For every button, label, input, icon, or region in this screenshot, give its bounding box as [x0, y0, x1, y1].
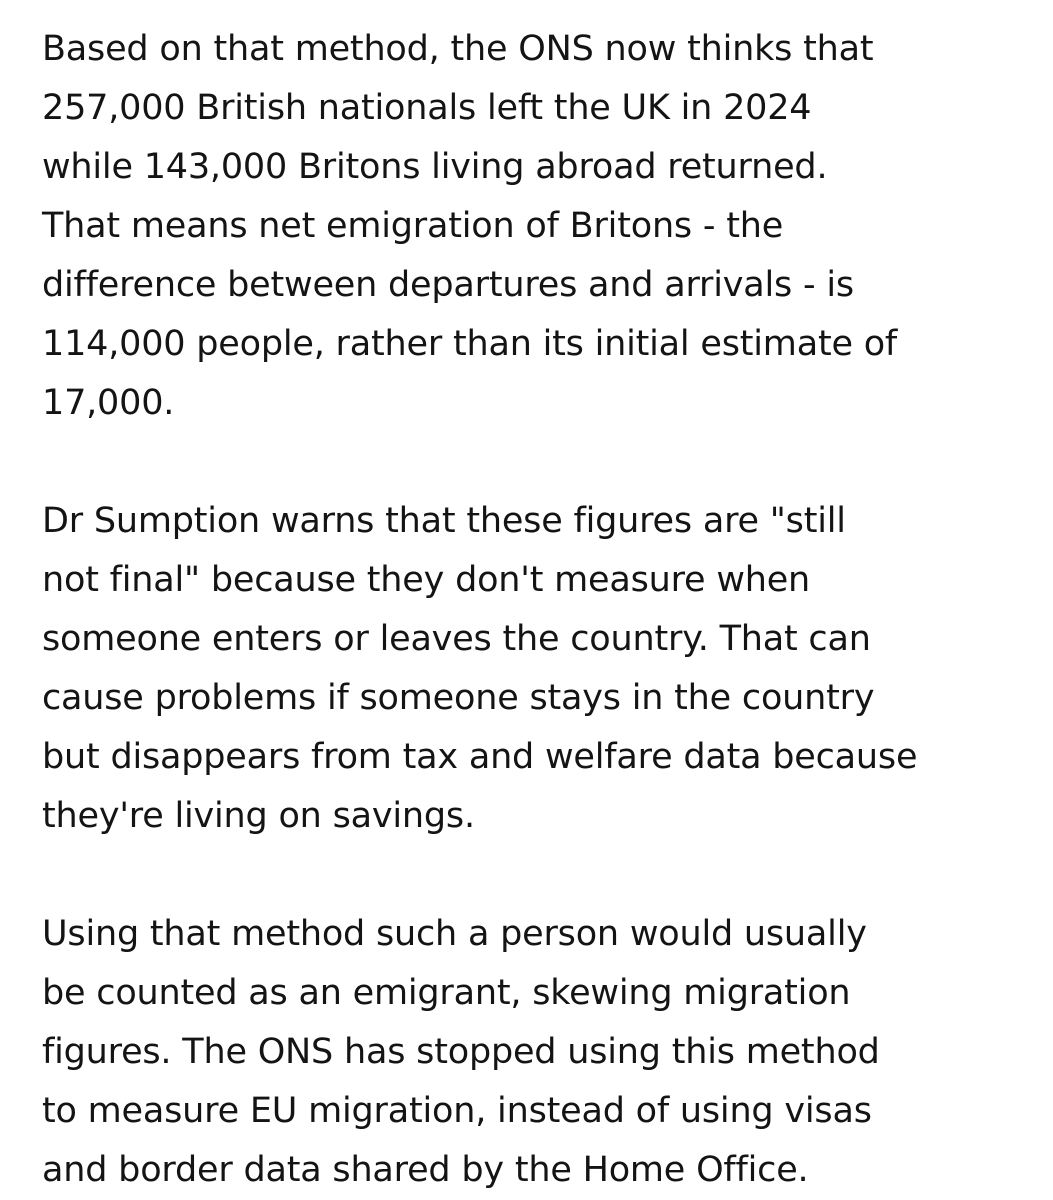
paragraph-spacer: [42, 846, 1011, 905]
paragraph-spacer: [42, 433, 1011, 492]
paragraph-ons-estimate: [42, 20, 1011, 433]
text-line: figures. The ONS has stopped using this method: [42, 1032, 880, 1072]
text-line: cause problems if someone stays in the country: [42, 678, 875, 718]
text-line: not final" because they don't measure when: [42, 560, 811, 600]
text-line: 114,000 people, rather than its initial estimate of: [42, 324, 898, 364]
text-line: and border data shared by the Home Office.: [42, 1150, 809, 1190]
text-line: 17,000.: [42, 383, 175, 423]
text-line: difference between departures and arrivals - is: [42, 265, 854, 305]
text-line: they're living on savings.: [42, 796, 475, 836]
text-line: That means net emigration of Britons - the: [42, 206, 784, 246]
text-line: Using that method such a person would usually: [42, 914, 867, 954]
paragraph-sumption-warning: [42, 492, 1011, 846]
text-line: to measure EU migration, instead of using visas: [42, 1091, 872, 1131]
text-line: Based on that method, the ONS now thinks that: [42, 29, 874, 69]
paragraph-method-change: [42, 905, 1011, 1200]
text-line: 257,000 British nationals left the UK in 2024: [42, 88, 812, 128]
text-line: be counted as an emigrant, skewing migration: [42, 973, 851, 1013]
text-line: while 143,000 Britons living abroad returned.: [42, 147, 828, 187]
text-line: Dr Sumption warns that these figures are "still: [42, 501, 846, 541]
text-line: someone enters or leaves the country. That can: [42, 619, 871, 659]
text-line: but disappears from tax and welfare data because: [42, 737, 918, 777]
